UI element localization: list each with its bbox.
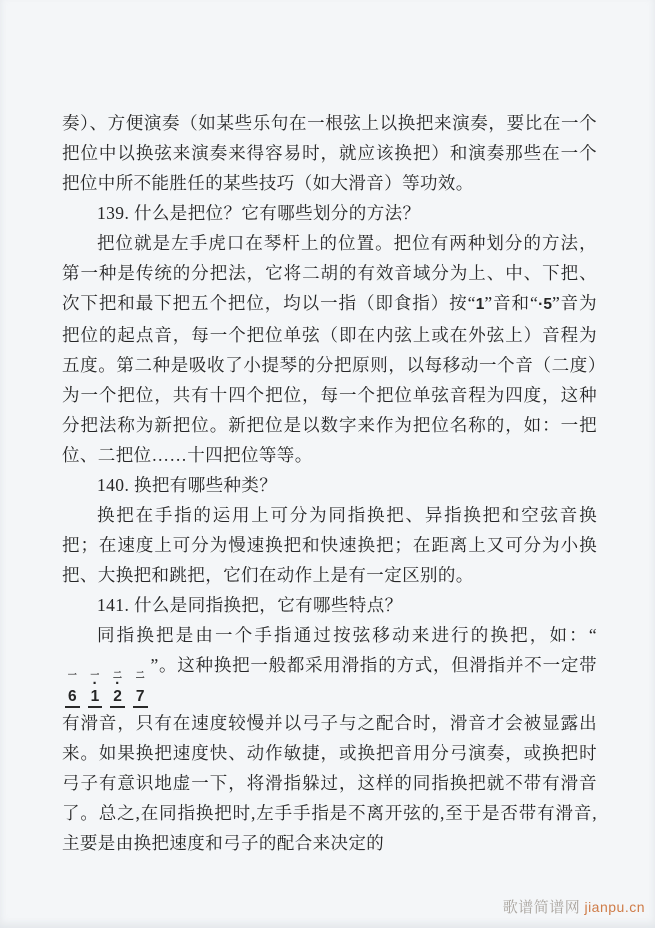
octave-dot: · — [115, 675, 121, 692]
answer-141-text-b: ”。这种换把一般都采用滑指的方式，但滑指并不一定带有滑音，只有在速度较慢并以弓子与之配合时，滑音才会被显露出来。如果换把速度快、动作敏捷，或换把音用分弓演奏，或换把时弓子有意识地虚一下，将滑指躲过，这样的同指换把就不带有滑音了。总之,在同指换把时,左手手指是不离开弦的,至于是否带有滑音,主要是由换把速度和弓子的配合来决定的 — [62, 655, 597, 853]
answer-139-text-c: ”音为把位的起点音，每一个把位单弦（即在内弦上或在外弦上）音程为五度。第二种是吸收了小提琴的分把原则，以每移动一个音（二度）为一个把位，共有十四个把位，每一个把位单弦音程为四度，这种分把法称为新把位。新把位是以数字来作为把位名称的，如：一把位、二把位……十四把位等等。 — [62, 293, 597, 465]
paragraph-139-answer — [62, 228, 597, 470]
note-digit: 1 — [88, 688, 103, 708]
answer-141-text-a: 同指换把是由一个手指通过按弦移动来进行的换把，如：“ — [97, 625, 597, 645]
paragraph-141-answer — [62, 620, 597, 858]
note-digit: 2 — [110, 688, 125, 708]
jianpu-note-low-5: ·5 — [538, 296, 552, 313]
finger-number-mark: 二 — [113, 671, 123, 680]
question-140-heading: 140. 换把有哪些种类？ — [97, 475, 278, 495]
note-digit: 7 — [133, 688, 148, 708]
question-141-heading: 141. 什么是同指换把，它有哪些特点？ — [97, 595, 403, 615]
watermark-site-name: 歌谱简谱网 — [502, 900, 581, 916]
jianpu-notation-example — [65, 671, 148, 708]
watermark — [503, 896, 645, 917]
jianpu-note — [65, 671, 80, 708]
watermark-site-url: jianpu.cn — [584, 899, 645, 915]
jianpu-note-1: 1 — [475, 296, 485, 313]
answer-139-text-b: ”音和“ — [484, 293, 539, 313]
finger-number-mark: 一 — [90, 671, 100, 680]
jianpu-note — [88, 671, 103, 708]
page-text-block — [62, 108, 597, 858]
finger-number-mark: 二 — [135, 671, 145, 680]
note-digit: 6 — [65, 688, 80, 708]
paragraph-140-answer: 换把在手指的运用上可分为同指换把、异指换把和空弦音换把；在速度上可分为慢速换把和快速换把；在距离上又可分为小换把、大换把和跳把，它们在动作上是有一定区别的。 — [62, 505, 597, 585]
question-139-heading: 139. 什么是把位？它有哪些划分的方法？ — [97, 203, 421, 223]
jianpu-note — [133, 671, 148, 708]
answer-139-text-a: 把位就是左手虎口在琴杆上的位置。把位有两种划分的方法，第一种是传统的分把法，它将二胡的有效音域分为上、中、下把、次下把和最下把五个把位，均以一指（即食指）按“ — [62, 233, 597, 313]
paragraph-intro-continuation: 奏）、方便演奏（如某些乐句在一根弦上以换把来演奏，要比在一个把位中以换弦来演奏来得容易时，就应该换把）和演奏那些在一个把位中所不能胜任的某些技巧（如大滑音）等功效。 — [62, 113, 597, 193]
octave-dot: · — [92, 675, 98, 692]
jianpu-note — [110, 671, 125, 708]
finger-number-mark: 一 — [67, 671, 77, 680]
